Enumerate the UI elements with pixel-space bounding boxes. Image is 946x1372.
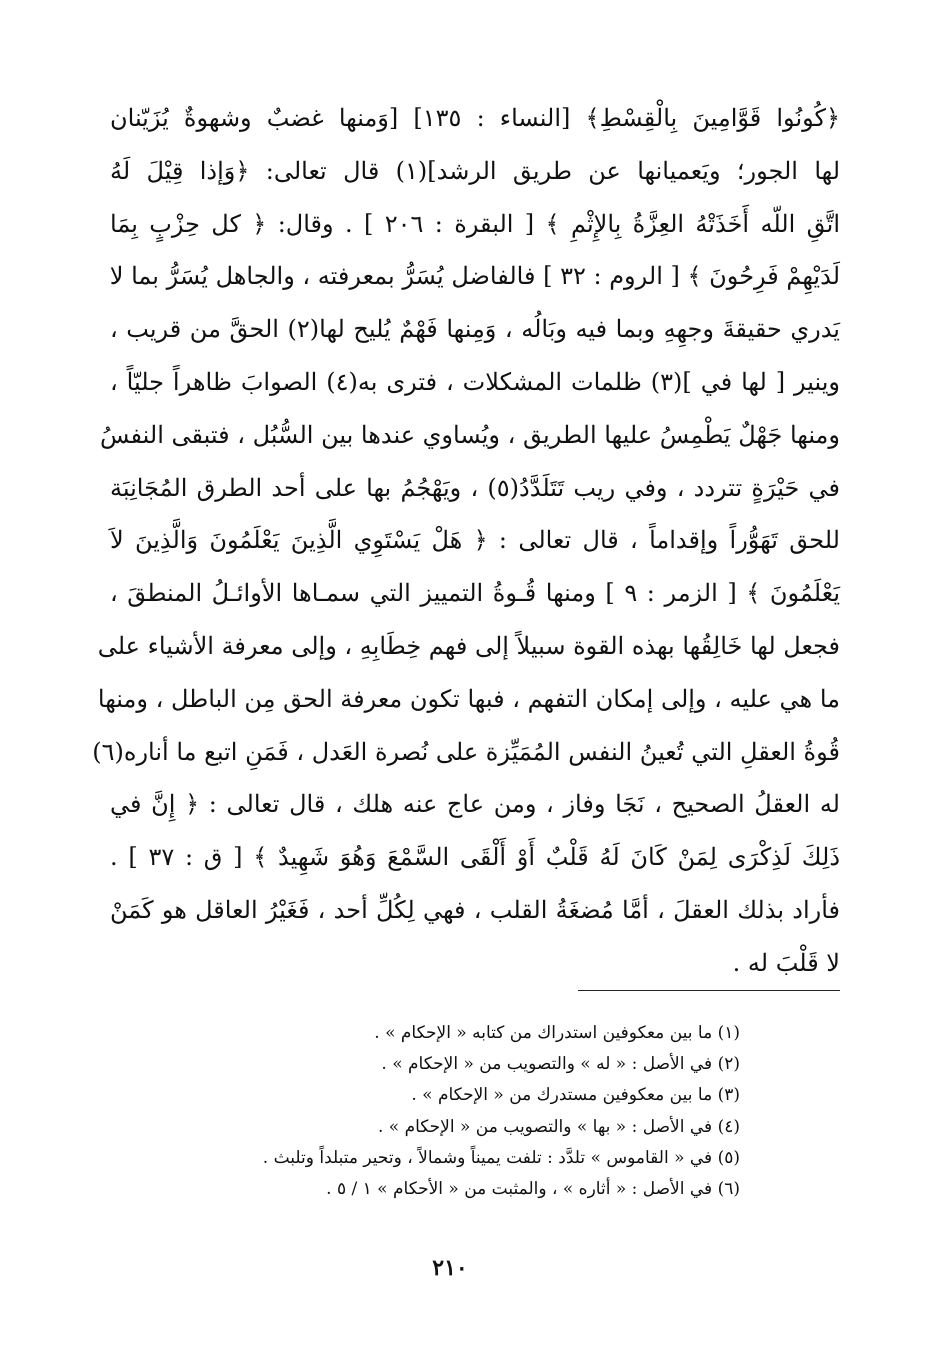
footnote-item: (١) ما بين معكوفين استدراك من كتابه « الإحكام » . — [374, 1023, 740, 1043]
main-text-block — [92, 92, 841, 990]
text-line: اتَّقِ اللّه أَخَذَتْهُ العِزَّةُ بِالإِثْمِ ﴾ [ البقرة : ٢٠٦ ] . وقال: ﴿ كل حِزْبٍ بِمَا — [110, 209, 840, 238]
text-line: ذَلِكَ لَذِكْرَى لِمَنْ كَانَ لَهُ قَلْبٌ أَوْ أَلْقَى السَّمْعَ وَهُوَ شَهِيدٌ ﴾ [ ق : ٣٧ ] . — [110, 843, 841, 872]
text-line: قُوةُ العقلِ التي تُعينُ النفس المُمَيِّزة على نُصرة العَدل ، فَمَنِ اتبع ما أناره(٦) — [92, 737, 840, 766]
footnote-item: (٦) في الأصل : « أثاره » ، والمثبت من « الأحكام » ١ / ٥ . — [326, 1178, 740, 1199]
text-line: لا قَلْبَ له . — [732, 948, 840, 977]
text-line: في حَيْرَةٍ تتردد ، وفي ريب تَتَلَدَّدُ(٥) ، ويَهْجُمُ بها على أحد الطرق المُجَانِبَة — [110, 473, 840, 502]
page-number: ٢١٠ — [432, 1255, 468, 1281]
text-line: لها الجور؛ ويَعميانها عن طريق الرشد](١) قال تعالى: ﴿وَإذا قِيْلَ لَهُ — [110, 156, 840, 185]
text-line: فجعل لها خَالِقُها بهذه القوة سبيلاً إلى فهم خِطَابِهِ ، وإلى معرفة الأشياء على — [97, 631, 840, 660]
footnote-item: (٤) في الأصل : « بها » والتصويب من « الإحكام » . — [377, 1116, 740, 1137]
text-line: ما هي عليه ، وإلى إمكان التفهم ، فبها تكون معرفة الحق مِن الباطل ، ومنها — [97, 684, 840, 713]
text-line: له العقلُ الصحيح ، نَجَا وفاز ، ومن عاج عنه هلك ، قال تعالى : ﴿ إِنَّ في — [110, 790, 840, 819]
footnotes — [200, 1018, 740, 1205]
text-line: يَعْلَمُونَ ﴾ [ الزمر : ٩ ] ومنها قُـوةُ التمييز التي سمـاها الأوائـلُ المنطقَ ، — [110, 579, 840, 608]
footnote-item: (٥) في « القاموس » تلدَّد : تلفت يميناً وشمالاً ، وتحير متبلداً وتلبث . — [262, 1147, 740, 1168]
text-line: وينير [ لها في ](٣) ظلمات المشكلات ، فترى به(٤) الصوابَ ظاهراً جليّاً ، — [110, 367, 841, 396]
footnote-item: (٣) ما بين معكوفين مستدرك من « الإحكام » . — [411, 1085, 740, 1106]
text-line: للحق تَهَوُّراً وإقداماً ، قال تعالى : ﴿ هَلْ يَسْتَوِي الَّذِينَ يَعْلَمُونَ وَالَّذِينَ لاَ — [110, 526, 840, 555]
text-line: لَدَيْهِمْ فَرِحُونَ ﴾ [ الروم : ٣٢ ] فالفاضل يُسَرُّ بمعرفته ، والجاهل يُسَرُّ بما لا — [109, 262, 840, 291]
footnote-item: (٢) في الأصل : « له » والتصويب من « الإحكام » . — [381, 1054, 740, 1075]
text-line: فأراد بذلك العقلَ ، أمَّا مُضغَةُ القلب ، فهي لِكُلِّ أحد ، فَغَيْرُ العاقل هو كَمَنْ — [110, 895, 840, 924]
text-line: ومنها جَهْلٌ يَطْمِسُ عليها الطريق ، ويُساوي عندها بين السُّبُل ، فتبقى النفسُ — [99, 420, 840, 449]
footnote-separator — [578, 990, 840, 991]
text-line: يَدري حقيقةَ وجهِهِ وبما فيه وبَالُه ، وَمِنها فَهْمٌ يُليح لها(٢) الحقَّ من قريب ، — [110, 315, 840, 344]
text-line: ﴿كُونُوا قَوَّامِينَ بِالْقِسْطِ﴾ [النساء : ١٣٥] [وَمنها غضبٌ وشهوةٌ يُزَيّنان — [110, 104, 841, 132]
